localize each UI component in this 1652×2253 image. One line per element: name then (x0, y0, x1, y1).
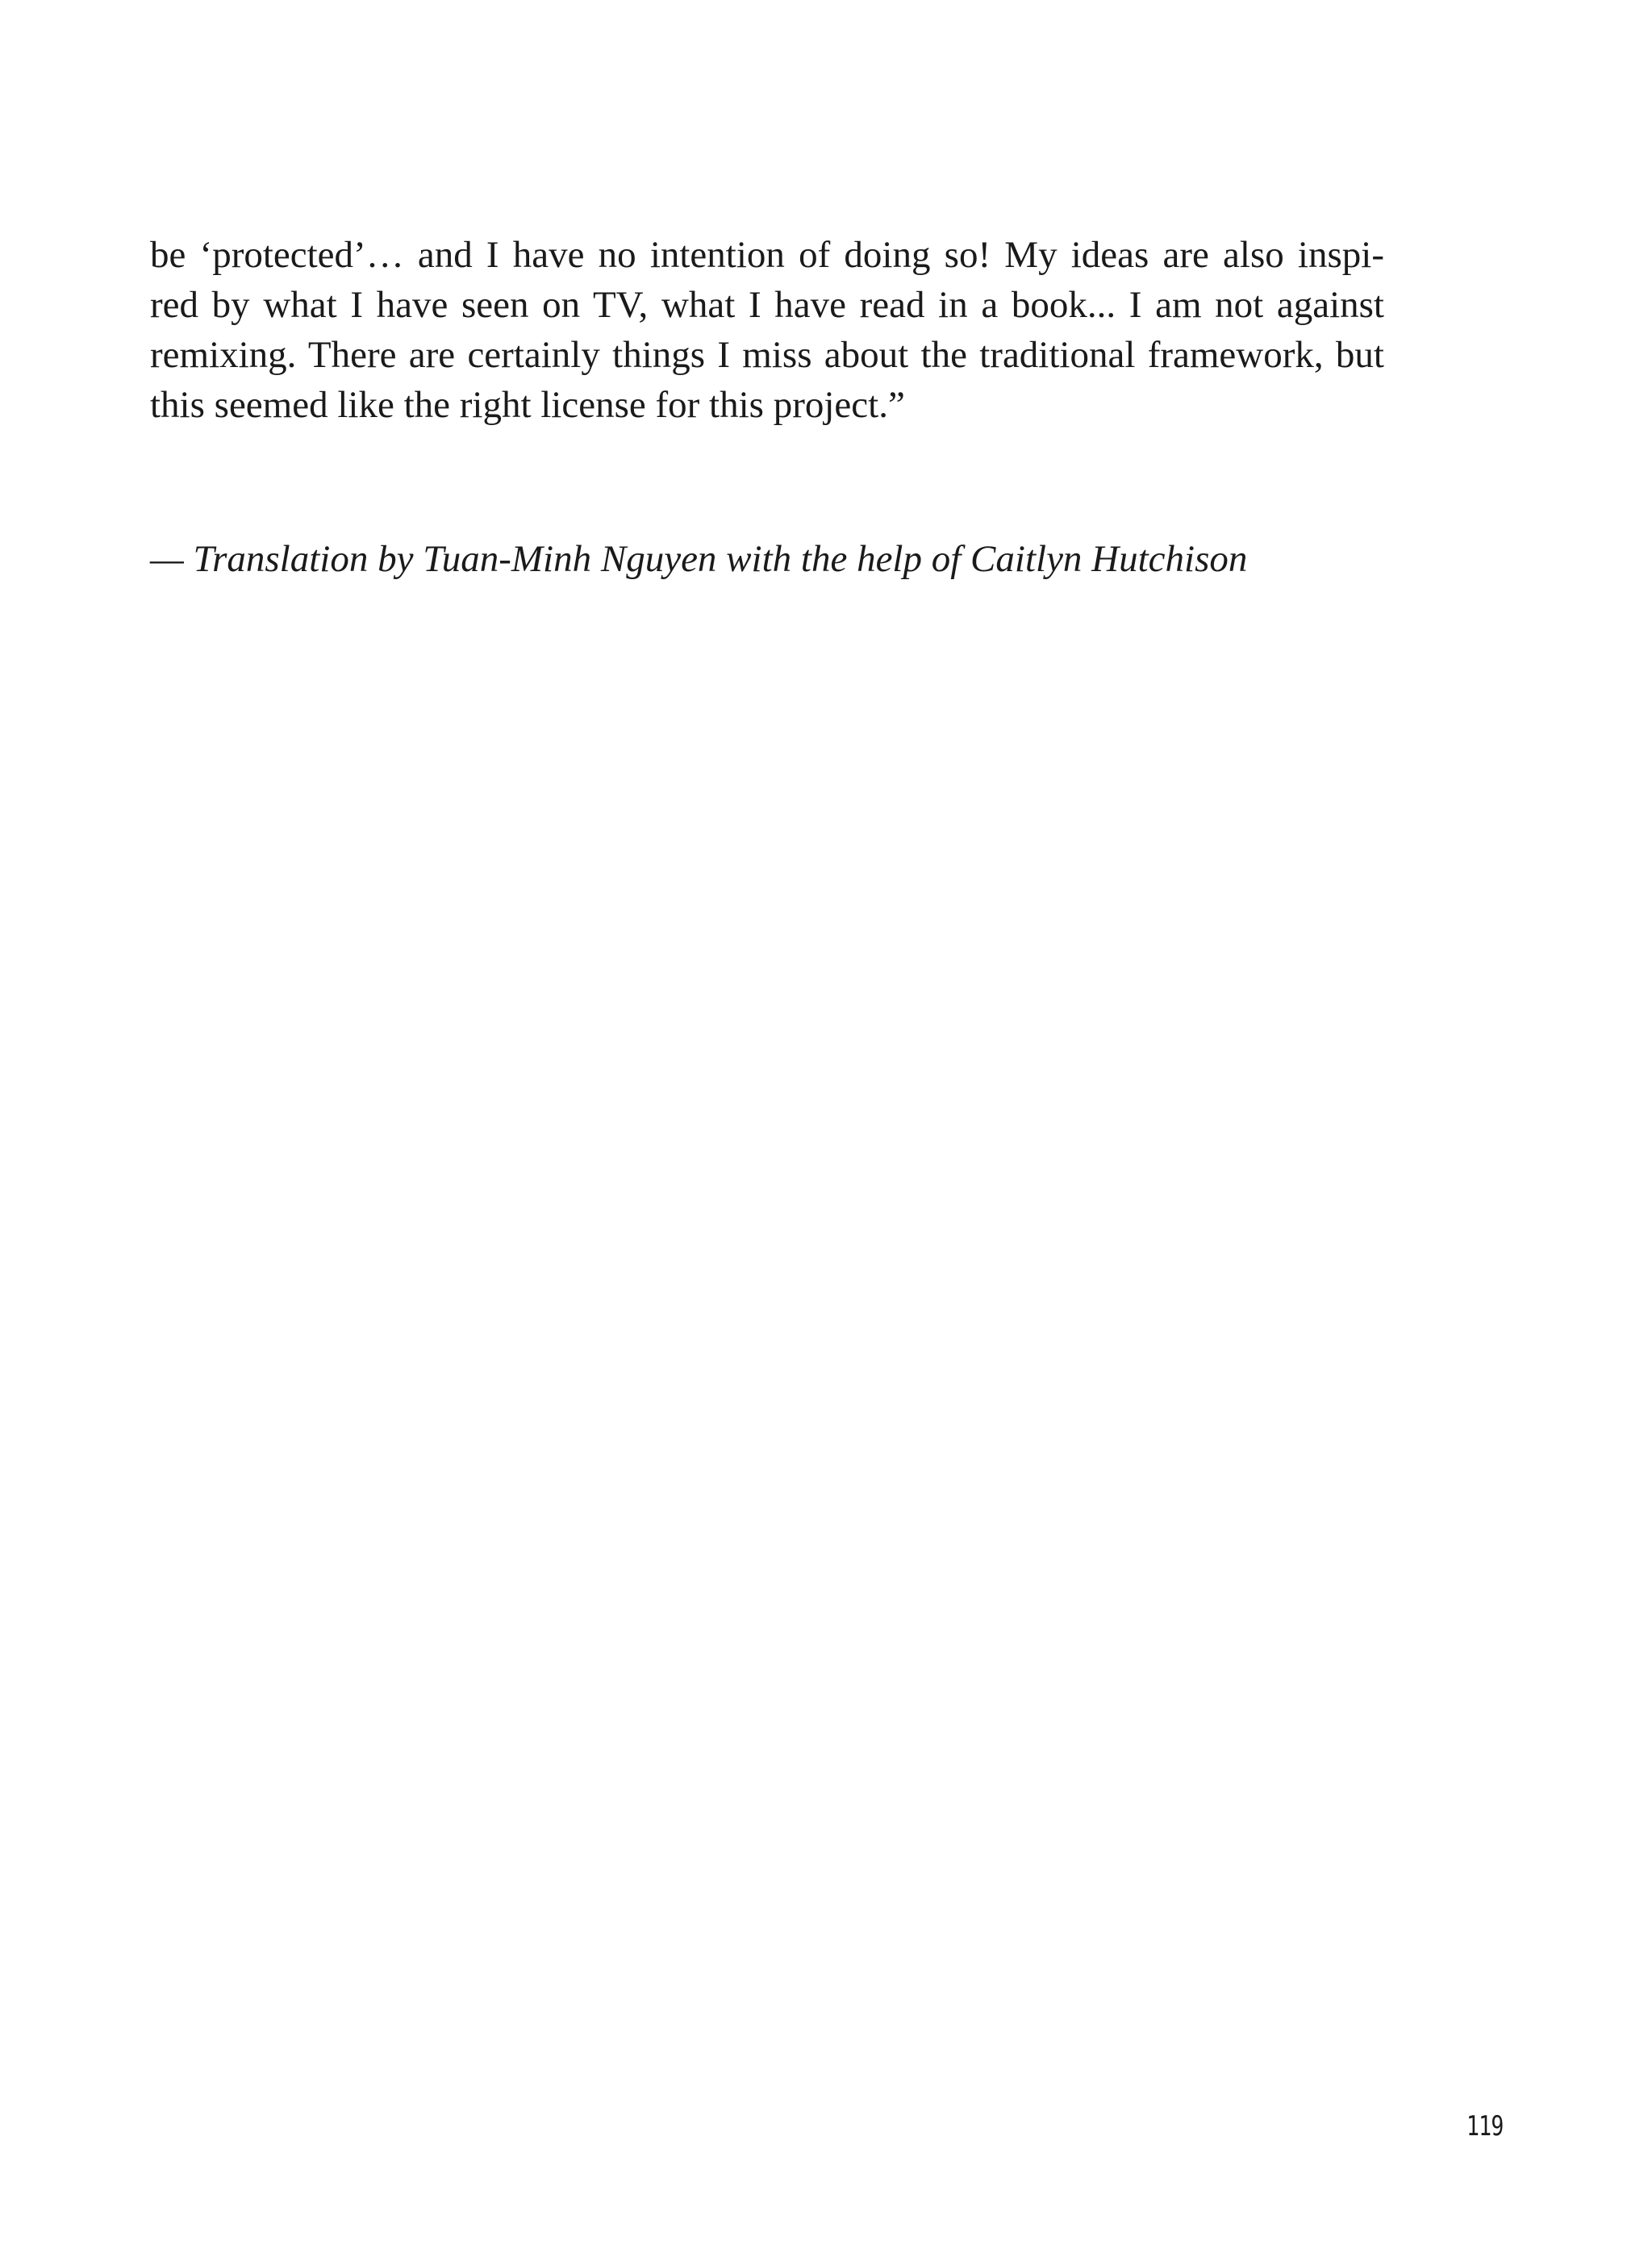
body-paragraph (150, 230, 1384, 430)
body-line-1: be ‘protected’… and I have no intention of doing so! My ideas are also inspi- (150, 234, 1384, 276)
body-line-4: this seemed like the right license for this project.” (150, 384, 905, 426)
body-line-2: red by what I have seen on TV, what I have read in a book... I am not against (150, 284, 1384, 326)
page-number: 119 (1466, 2110, 1504, 2142)
translation-attribution: — Translation by Tuan-Minh Nguyen with the help of Caitlyn Hutchison (150, 538, 1248, 580)
body-line-3: remixing. There are certainly things I miss about the traditional framework, but (150, 334, 1384, 376)
